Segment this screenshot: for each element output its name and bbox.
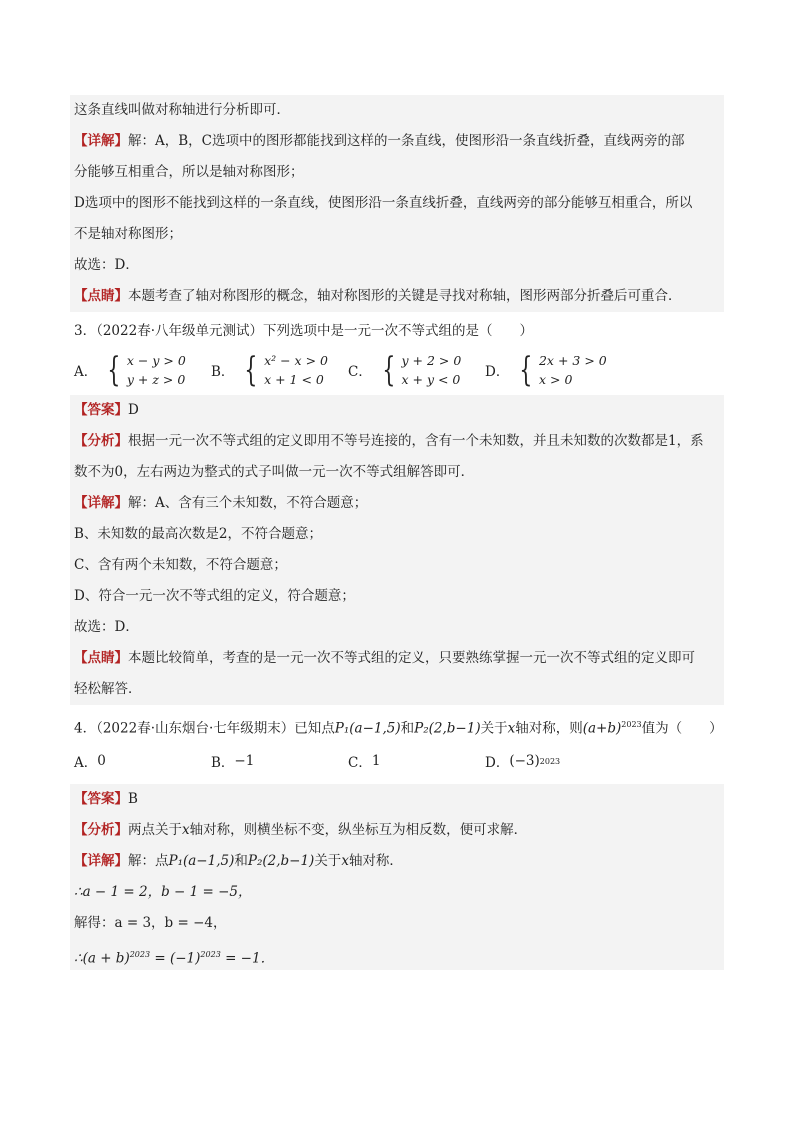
analysis-text: 轴对称，则横坐标不变，纵坐标互为相反数，便可求解． (189, 822, 528, 838)
q4-detail (74, 846, 720, 877)
inequality: x² − x > 0 (264, 353, 328, 368)
comment-text: 本题比较简单，考查的是一元一次不等式组的定义，只要熟练掌握一元一次不等式组的定义即可 (128, 650, 695, 666)
q4-solution (70, 784, 724, 970)
q2-detail-line: 分能够互相重合，所以是轴对称图形； (74, 164, 304, 180)
q2-detail-text-1: 解：A，B，C选项中的图形都能找到这样的一条直线，使图形沿一条直线折叠，直线两旁的部 (128, 133, 685, 149)
brace-icon: { (519, 350, 533, 390)
q3-analysis-cont: 数不为0，左右两边为整式的式子叫做一元一次不等式组解答即可． (74, 464, 475, 480)
option-value: 0 (97, 753, 106, 769)
point-p2: P₂(2,b−1) (414, 720, 481, 737)
inequality: x + 1 < 0 (264, 372, 324, 387)
q3-detail-line: D、符合一元一次不等式组的定义，符合题意； (74, 588, 355, 604)
inequality: x − y > 0 (126, 353, 186, 368)
answer-tag: 【答案】 (74, 402, 128, 418)
q4-stem-text: 和 (400, 720, 415, 737)
answer-value: B (128, 791, 138, 807)
q4-stem-text: 关于 (480, 720, 508, 737)
q3-detail-line: C、含有两个未知数，不符合题意； (74, 557, 287, 573)
q4-options (70, 741, 724, 781)
analysis-tag: 【分析】 (74, 433, 128, 449)
axis-var: x (182, 822, 190, 838)
option-value: 1 (371, 753, 381, 769)
expression: (a+b) (582, 720, 622, 737)
exponent: 2023 (129, 950, 151, 959)
q2-comment-text: 本题考查了轴对称图形的概念，轴对称图形的关键是寻找对称轴，图形两部分折叠后可重合． (128, 288, 682, 304)
option-label: C． (348, 755, 372, 771)
inequality: 2x + 3 > 0 (538, 353, 607, 368)
option-value: (−3) (509, 753, 540, 769)
exponent: 2023 (539, 756, 561, 766)
option-value: −1 (234, 753, 255, 769)
q4-option-d (485, 751, 622, 771)
q3-solution (70, 395, 724, 705)
brace-icon: { (382, 350, 396, 390)
q3-analysis (74, 426, 720, 457)
option-label: A． (74, 755, 98, 771)
q4-stem-text: 4．（2022春·山东烟台·七年级期末）已知点 (74, 720, 335, 737)
q3-option-c (348, 351, 485, 389)
expression: ∴(a + b) (74, 950, 130, 967)
q2-detail-line: D选项中的图形不能找到这样的一条直线，使图形沿一条直线折叠，直线两旁的部分能够互相重合，所以 (74, 195, 693, 211)
q3-answer (74, 395, 720, 426)
inequality: y + z > 0 (126, 372, 186, 387)
q4-option-b (211, 751, 348, 771)
inequality: x + y < 0 (401, 372, 461, 387)
q3-stem: 3．（2022春·八年级单元测试）下列选项中是一元一次不等式组的是（ ） (74, 323, 533, 339)
option-label: C． (348, 364, 372, 380)
expression: = −1． (220, 950, 275, 967)
q3-detail (74, 488, 720, 519)
q3-detail-line: B、未知数的最高次数是2，不符合题意； (74, 526, 323, 542)
q2-detail-line: 不是轴对称图形； (74, 226, 182, 242)
q3-comment-cont: 轻松解答． (74, 681, 142, 697)
q3-options (70, 348, 724, 392)
analysis-text: 根据一元一次不等式组的定义即用不等号连接的，含有一个未知数，并且未知数的次数都是1，系 (128, 433, 704, 449)
expression: = (−1) (150, 950, 201, 967)
q2-comment-line (74, 281, 720, 312)
option-label: B． (211, 364, 235, 380)
point-p1: P₁(a−1,5) (168, 853, 235, 869)
exponent: 2023 (621, 720, 642, 729)
analysis-text: 两点关于 (128, 822, 182, 838)
q4-analysis (74, 815, 720, 846)
q4-answer (74, 784, 720, 815)
q3-choice-line: 故选：D． (74, 619, 139, 635)
q4-stem (70, 708, 724, 741)
q4-equation-1: ∴a − 1 = 2，b − 1 = −5， (74, 884, 252, 900)
detail-tag: 【详解】 (74, 853, 128, 869)
q4-option-c (348, 751, 485, 771)
detail-text: 和 (234, 853, 248, 869)
q2-choice-line: 故选：D． (74, 257, 139, 273)
q3-comment (74, 643, 720, 674)
q4-equation-2: 解得：a = 3，b = −4， (74, 915, 227, 931)
comment-tag: 【点睛】 (74, 288, 128, 304)
detail-text: 轴对称． (348, 853, 403, 869)
q4-stem-text: 值为（ ） (641, 720, 723, 737)
inequality: y + 2 > 0 (401, 353, 462, 368)
option-label: A． (74, 364, 98, 380)
comment-tag: 【点睛】 (74, 650, 128, 666)
document-page (70, 95, 724, 970)
q2-solution-tail (70, 95, 724, 312)
answer-value: D (128, 402, 139, 418)
answer-tag: 【答案】 (74, 791, 128, 807)
q3-option-d (485, 351, 622, 389)
exponent: 2023 (200, 950, 221, 959)
q3-option-b (211, 351, 348, 389)
q2-detail-line (74, 126, 720, 157)
detail-text: 关于 (314, 853, 342, 869)
q4-stem-text: 轴对称，则 (515, 720, 583, 737)
point-p2: P₂(2,b−1) (247, 853, 315, 869)
analysis-tag: 【分析】 (74, 822, 128, 838)
option-label: D． (485, 364, 510, 380)
detail-tag: 【详解】 (74, 133, 128, 149)
q3-option-a (74, 351, 211, 389)
axis-var: x (507, 720, 516, 737)
point-p1: P₁(a−1,5) (334, 720, 401, 737)
detail-text: 解：点 (128, 853, 169, 869)
brace-icon: { (244, 350, 258, 390)
q4-equation-3 (74, 939, 720, 970)
option-label: D． (485, 755, 510, 771)
inequality: x > 0 (538, 372, 573, 387)
brace-icon: { (107, 350, 121, 390)
detail-tag: 【详解】 (74, 495, 128, 511)
q2-analysis-tail: 这条直线叫做对称轴进行分析即可． (74, 102, 290, 118)
detail-text: 解：A、含有三个未知数，不符合题意； (128, 495, 368, 511)
axis-var: x (341, 853, 349, 869)
option-label: B． (211, 755, 235, 771)
q4-option-a (74, 751, 211, 771)
